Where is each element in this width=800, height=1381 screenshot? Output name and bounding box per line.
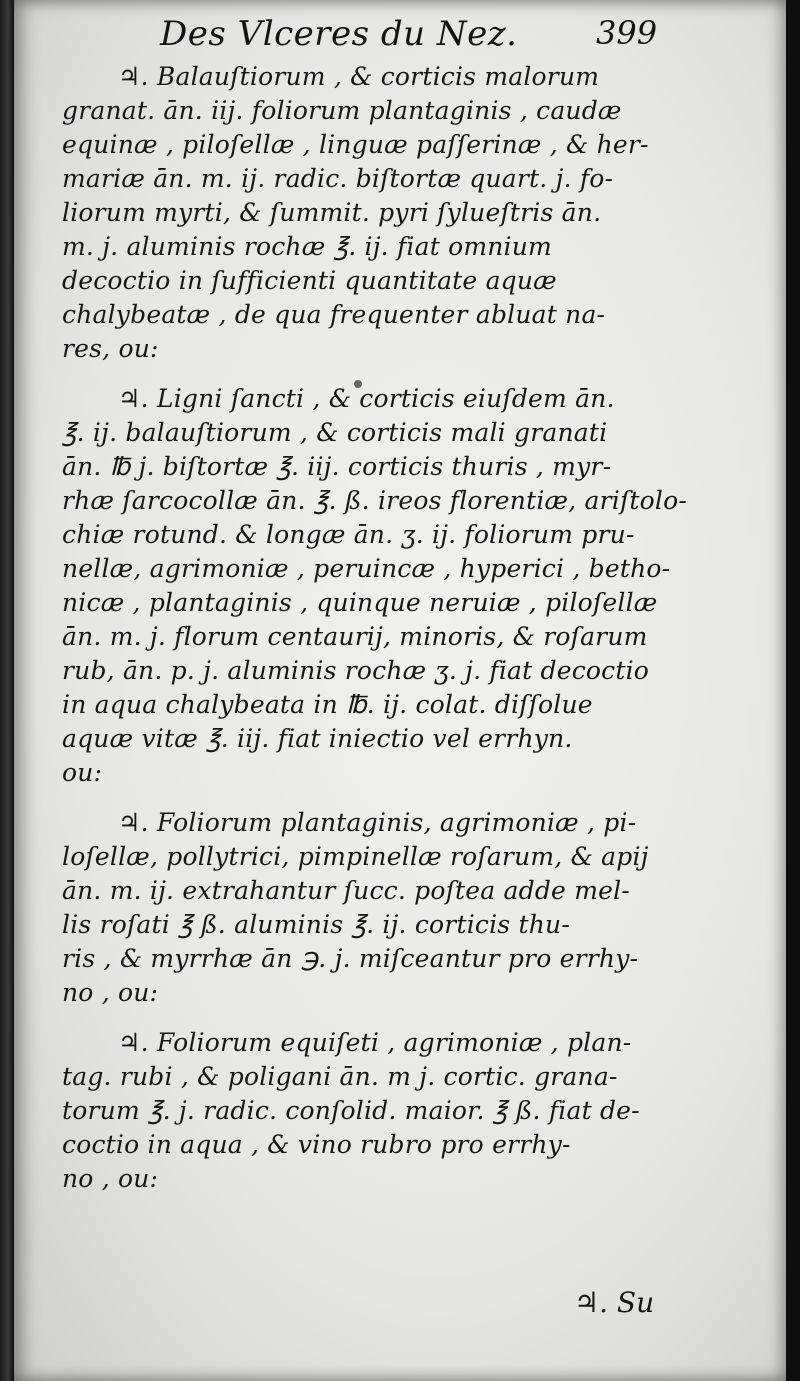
- text-line: torum ℥. j. radic. conſolid. maior. ℥ ß. fiat de-: [62, 1096, 640, 1125]
- text-line: m. j. aluminis rochæ ℥. ij. fiat omnium: [62, 232, 552, 261]
- text-line: no , ou:: [62, 978, 159, 1007]
- text-line: ān. ℔ j. biſtortæ ℥. iij. corticis thuris , myr-: [62, 452, 612, 481]
- text-line: rhæ ſarcocollæ ān. ℥. ß. ireos florentiæ, ariſtolo-: [62, 486, 688, 515]
- text-line: aquæ vitæ ℥. iij. fiat iniectio vel errhyn.: [62, 724, 573, 753]
- text-line: ♃. Balauſtiorum , & corticis malorum: [118, 62, 600, 91]
- text-line: granat. ān. iij. foliorum plantaginis , caudæ: [62, 96, 622, 125]
- text-line: ♃. Foliorum equiſeti , agrimoniæ , plan-: [118, 1028, 632, 1057]
- text-line: no , ou:: [62, 1164, 159, 1193]
- text-line: ān. m. j. florum centaurij, minoris, & roſarum: [62, 622, 648, 651]
- text-line: rub, ān. p. j. aluminis rochæ ʒ. j. fiat decoctio: [62, 656, 650, 685]
- text-line: ān. m. ij. extrahantur ſucc. poſtea adde mel-: [62, 876, 630, 905]
- text-line: mariæ ān. m. ij. radic. biſtortæ quart. j. fo-: [62, 164, 614, 193]
- text-line: chiæ rotund. & longæ ān. ʒ. ij. foliorum pru-: [62, 520, 635, 549]
- text-line: ♃. Foliorum plantaginis, agrimoniæ , pi-: [118, 808, 637, 837]
- text-line: nellæ, agrimoniæ , peruincæ , hyperici , betho-: [62, 554, 671, 583]
- recipe-paragraph-3: [62, 806, 662, 1010]
- catchword: ♃. Su: [574, 1286, 655, 1319]
- text-line: ris , & myrrhæ ān ℈. j. miſceantur pro errhy-: [62, 944, 639, 973]
- text-line: equinæ , piloſellæ , linguæ paſſerinæ , & her-: [62, 130, 649, 159]
- recipe-paragraph-2: [62, 382, 688, 790]
- page-number: 399: [596, 14, 658, 52]
- recipe-paragraph-1: [62, 60, 662, 366]
- text-line: res, ou:: [62, 334, 159, 363]
- text-line: coctio in aqua , & vino rubro pro errhy-: [62, 1130, 571, 1159]
- text-line: liorum myrti, & ſummit. pyri ſylueſtris ān.: [62, 198, 602, 227]
- recipe-paragraph-4: [62, 1026, 662, 1196]
- text-line: in aqua chalybeata in ℔. ij. colat. diſſolue: [62, 690, 593, 719]
- text-line: ♃. Ligni ſancti , & corticis eiuſdem ān.: [118, 384, 615, 413]
- running-title: Des Vlceres du Nez.: [160, 14, 518, 54]
- text-line: chalybeatæ , de qua frequenter abluat na-: [62, 300, 606, 329]
- text-line: ou:: [62, 758, 103, 787]
- text-line: loſellæ, pollytrici, pimpinellæ roſarum, & apij: [62, 842, 649, 871]
- text-line: lis roſati ℥ ß. aluminis ℥. ij. corticis thu-: [62, 910, 570, 939]
- recipe-text: [62, 60, 688, 1212]
- text-line: nicæ , plantaginis , quinque neruiæ , piloſellæ: [62, 588, 658, 617]
- text-line: decoctio in ſufficienti quantitate aquæ: [62, 266, 557, 295]
- text-line: ℥. ij. balauſtiorum , & corticis mali granati: [62, 418, 608, 447]
- text-line: tag. rubi , & poligani ān. m j. cortic. grana-: [62, 1062, 618, 1091]
